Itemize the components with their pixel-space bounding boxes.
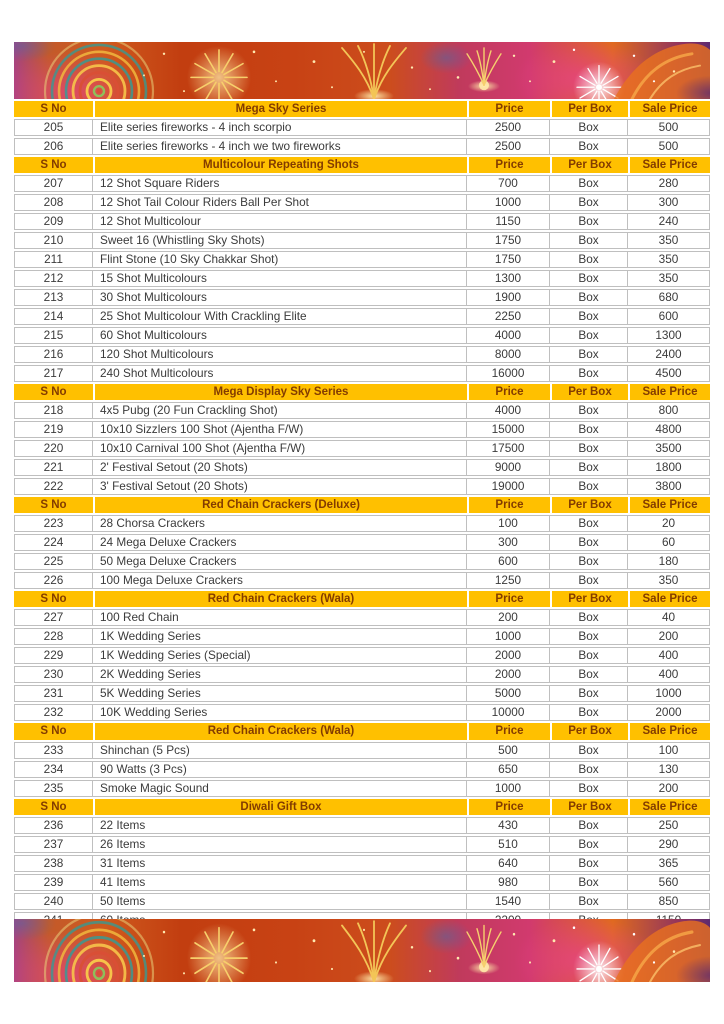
table-row (14, 666, 710, 683)
item-name-cell: 2' Festival Setout (20 Shots) (93, 459, 467, 476)
sale-price-cell: 600 (628, 308, 710, 325)
table-row (14, 704, 710, 721)
per-box-cell: Box (550, 534, 628, 551)
sno-cell: 215 (14, 327, 93, 344)
sale-price-cell: 250 (628, 817, 710, 834)
price-cell: 2500 (467, 138, 550, 155)
sno-cell: 206 (14, 138, 93, 155)
item-name-cell: 15 Shot Multicolours (93, 270, 467, 287)
sno-cell: 227 (14, 609, 93, 626)
fireworks-banner-top (14, 42, 710, 99)
table-row (14, 289, 710, 306)
sno-cell: 210 (14, 232, 93, 249)
item-name-cell: 90 Watts (3 Pcs) (93, 761, 467, 778)
per-box-header-cell: Per Box (550, 384, 628, 400)
price-cell: 15000 (467, 421, 550, 438)
sno-cell: 234 (14, 761, 93, 778)
price-cell: 2000 (467, 647, 550, 664)
sno-cell: 236 (14, 817, 93, 834)
sale-price-cell: 100 (628, 742, 710, 759)
table-row (14, 685, 710, 702)
per-box-cell: Box (550, 213, 628, 230)
price-cell: 16000 (467, 365, 550, 382)
table-row (14, 817, 710, 834)
table-row (14, 855, 710, 872)
table-row (14, 609, 710, 626)
sale-price-cell: 240 (628, 213, 710, 230)
price-cell: 10000 (467, 704, 550, 721)
sale-price-cell: 4500 (628, 365, 710, 382)
sale-price-header-cell: Sale Price (628, 384, 710, 400)
sno-header-cell: S No (14, 591, 93, 607)
item-name-cell: 24 Mega Deluxe Crackers (93, 534, 467, 551)
sno-cell: 205 (14, 119, 93, 136)
price-header-cell: Price (467, 591, 550, 607)
per-box-cell: Box (550, 459, 628, 476)
sale-price-cell: 60 (628, 534, 710, 551)
sno-cell: 221 (14, 459, 93, 476)
price-cell: 1540 (467, 893, 550, 910)
item-name-cell: 12 Shot Tail Colour Riders Ball Per Shot (93, 194, 467, 211)
per-box-cell: Box (550, 855, 628, 872)
item-name-cell: 12 Shot Square Riders (93, 175, 467, 192)
sale-price-header-cell: Sale Price (628, 799, 710, 815)
sno-header-cell: S No (14, 101, 93, 117)
per-box-header-cell: Per Box (550, 799, 628, 815)
item-name-cell: 100 Mega Deluxe Crackers (93, 572, 467, 589)
sno-cell: 228 (14, 628, 93, 645)
item-name-cell: 26 Items (93, 836, 467, 853)
per-box-header-cell: Per Box (550, 497, 628, 513)
section-header-row (14, 497, 710, 513)
sale-price-cell: 350 (628, 232, 710, 249)
per-box-cell: Box (550, 704, 628, 721)
sale-price-cell: 130 (628, 761, 710, 778)
sno-cell: 212 (14, 270, 93, 287)
section-header-row (14, 157, 710, 173)
sno-header-cell: S No (14, 157, 93, 173)
per-box-cell: Box (550, 194, 628, 211)
item-name-cell: 50 Mega Deluxe Crackers (93, 553, 467, 570)
table-row (14, 270, 710, 287)
table-row (14, 194, 710, 211)
price-header-cell: Price (467, 497, 550, 513)
sale-price-cell: 180 (628, 553, 710, 570)
sno-cell: 214 (14, 308, 93, 325)
sno-cell: 238 (14, 855, 93, 872)
table-row (14, 515, 710, 532)
sno-cell: 211 (14, 251, 93, 268)
per-box-cell: Box (550, 402, 628, 419)
sale-price-cell: 800 (628, 402, 710, 419)
per-box-header-cell: Per Box (550, 591, 628, 607)
per-box-header-cell: Per Box (550, 101, 628, 117)
per-box-cell: Box (550, 666, 628, 683)
sale-price-header-cell: Sale Price (628, 591, 710, 607)
price-cell: 510 (467, 836, 550, 853)
section-header-row (14, 799, 710, 815)
sno-cell: 239 (14, 874, 93, 891)
sale-price-cell: 200 (628, 780, 710, 797)
item-name-cell: 10x10 Sizzlers 100 Shot (Ajentha F/W) (93, 421, 467, 438)
per-box-cell: Box (550, 685, 628, 702)
per-box-cell: Box (550, 515, 628, 532)
sale-price-cell: 850 (628, 893, 710, 910)
per-box-cell: Box (550, 780, 628, 797)
price-cell: 700 (467, 175, 550, 192)
sno-cell: 208 (14, 194, 93, 211)
sno-cell: 216 (14, 346, 93, 363)
per-box-cell: Box (550, 346, 628, 363)
per-box-header-cell: Per Box (550, 723, 628, 739)
item-name-cell: 25 Shot Multicolour With Crackling Elite (93, 308, 467, 325)
sale-price-cell: 2400 (628, 346, 710, 363)
sale-price-cell: 4800 (628, 421, 710, 438)
sno-cell: 217 (14, 365, 93, 382)
sale-price-cell: 200 (628, 628, 710, 645)
item-name-cell: 22 Items (93, 817, 467, 834)
per-box-cell: Box (550, 572, 628, 589)
sale-price-cell: 290 (628, 836, 710, 853)
price-cell: 1750 (467, 232, 550, 249)
item-name-cell: 28 Chorsa Crackers (93, 515, 467, 532)
section-title-cell: Red Chain Crackers (Wala) (93, 723, 467, 739)
table-row (14, 119, 710, 136)
price-cell: 1750 (467, 251, 550, 268)
item-name-cell: 50 Items (93, 893, 467, 910)
price-cell: 640 (467, 855, 550, 872)
table-row (14, 534, 710, 551)
item-name-cell: Sweet 16 (Whistling Sky Shots) (93, 232, 467, 249)
sno-cell: 220 (14, 440, 93, 457)
sale-price-cell: 350 (628, 270, 710, 287)
per-box-cell: Box (550, 893, 628, 910)
table-row (14, 175, 710, 192)
price-cell: 1000 (467, 628, 550, 645)
sale-price-cell: 365 (628, 855, 710, 872)
table-row (14, 780, 710, 797)
sale-price-cell: 500 (628, 119, 710, 136)
section-title-cell: Mega Sky Series (93, 101, 467, 117)
section-title-cell: Diwali Gift Box (93, 799, 467, 815)
table-row (14, 874, 710, 891)
per-box-cell: Box (550, 327, 628, 344)
table-row (14, 232, 710, 249)
per-box-cell: Box (550, 874, 628, 891)
table-row (14, 327, 710, 344)
price-cell: 600 (467, 553, 550, 570)
section-header-row (14, 384, 710, 400)
price-cell: 500 (467, 742, 550, 759)
item-name-cell: 100 Red Chain (93, 609, 467, 626)
table-row (14, 647, 710, 664)
sno-cell: 232 (14, 704, 93, 721)
item-name-cell: Elite series fireworks - 4 inch we two fireworks (93, 138, 467, 155)
sale-price-header-cell: Sale Price (628, 157, 710, 173)
sno-cell: 226 (14, 572, 93, 589)
table-row (14, 365, 710, 382)
sno-cell: 219 (14, 421, 93, 438)
price-cell: 430 (467, 817, 550, 834)
price-cell: 2000 (467, 666, 550, 683)
per-box-cell: Box (550, 119, 628, 136)
section-title-cell: Mega Display Sky Series (93, 384, 467, 400)
per-box-cell: Box (550, 440, 628, 457)
item-name-cell: 1K Wedding Series (Special) (93, 647, 467, 664)
sale-price-header-cell: Sale Price (628, 101, 710, 117)
section-header-row (14, 591, 710, 607)
price-cell: 1000 (467, 780, 550, 797)
table-row (14, 251, 710, 268)
price-table-body (14, 101, 710, 948)
per-box-cell: Box (550, 836, 628, 853)
sno-cell: 209 (14, 213, 93, 230)
item-name-cell: 31 Items (93, 855, 467, 872)
section-header-row (14, 101, 710, 117)
price-cell: 2250 (467, 308, 550, 325)
table-row (14, 308, 710, 325)
price-cell: 19000 (467, 478, 550, 495)
table-row (14, 213, 710, 230)
price-header-cell: Price (467, 101, 550, 117)
sale-price-cell: 3500 (628, 440, 710, 457)
item-name-cell: Shinchan (5 Pcs) (93, 742, 467, 759)
price-cell: 1150 (467, 213, 550, 230)
per-box-cell: Box (550, 817, 628, 834)
item-name-cell: 30 Shot Multicolours (93, 289, 467, 306)
table-row (14, 836, 710, 853)
price-cell: 4000 (467, 327, 550, 344)
price-cell: 200 (467, 609, 550, 626)
per-box-cell: Box (550, 270, 628, 287)
per-box-cell: Box (550, 609, 628, 626)
item-name-cell: 3' Festival Setout (20 Shots) (93, 478, 467, 495)
per-box-cell: Box (550, 421, 628, 438)
table-row (14, 402, 710, 419)
sno-cell: 231 (14, 685, 93, 702)
price-cell: 1300 (467, 270, 550, 287)
sno-cell: 224 (14, 534, 93, 551)
section-header-row (14, 723, 710, 739)
per-box-cell: Box (550, 628, 628, 645)
per-box-cell: Box (550, 553, 628, 570)
sale-price-cell: 400 (628, 647, 710, 664)
table-row (14, 478, 710, 495)
sale-price-cell: 300 (628, 194, 710, 211)
sno-cell: 222 (14, 478, 93, 495)
price-cell: 8000 (467, 346, 550, 363)
item-name-cell: 2K Wedding Series (93, 666, 467, 683)
per-box-cell: Box (550, 232, 628, 249)
price-header-cell: Price (467, 799, 550, 815)
sno-header-cell: S No (14, 799, 93, 815)
table-row (14, 893, 710, 910)
item-name-cell: 120 Shot Multicolours (93, 346, 467, 363)
item-name-cell: 10K Wedding Series (93, 704, 467, 721)
item-name-cell: 41 Items (93, 874, 467, 891)
item-name-cell: 10x10 Carnival 100 Shot (Ajentha F/W) (93, 440, 467, 457)
table-row (14, 628, 710, 645)
price-cell: 980 (467, 874, 550, 891)
item-name-cell: 4x5 Pubg (20 Fun Crackling Shot) (93, 402, 467, 419)
per-box-cell: Box (550, 308, 628, 325)
item-name-cell: 1K Wedding Series (93, 628, 467, 645)
table-row (14, 572, 710, 589)
sale-price-cell: 2000 (628, 704, 710, 721)
section-title-cell: Red Chain Crackers (Wala) (93, 591, 467, 607)
sno-cell: 218 (14, 402, 93, 419)
table-row (14, 138, 710, 155)
per-box-cell: Box (550, 175, 628, 192)
sale-price-cell: 560 (628, 874, 710, 891)
table-row (14, 346, 710, 363)
per-box-cell: Box (550, 251, 628, 268)
sale-price-cell: 40 (628, 609, 710, 626)
sno-cell: 229 (14, 647, 93, 664)
item-name-cell: 240 Shot Multicolours (93, 365, 467, 382)
per-box-cell: Box (550, 365, 628, 382)
sno-cell: 213 (14, 289, 93, 306)
table-row (14, 459, 710, 476)
price-cell: 100 (467, 515, 550, 532)
price-table (14, 99, 710, 950)
per-box-cell: Box (550, 478, 628, 495)
item-name-cell: 5K Wedding Series (93, 685, 467, 702)
per-box-header-cell: Per Box (550, 157, 628, 173)
sale-price-cell: 1800 (628, 459, 710, 476)
price-cell: 650 (467, 761, 550, 778)
sno-cell: 207 (14, 175, 93, 192)
table-row (14, 761, 710, 778)
sale-price-cell: 350 (628, 572, 710, 589)
sno-header-cell: S No (14, 497, 93, 513)
sno-cell: 225 (14, 553, 93, 570)
section-title-cell: Multicolour Repeating Shots (93, 157, 467, 173)
item-name-cell: Elite series fireworks - 4 inch scorpio (93, 119, 467, 136)
price-cell: 9000 (467, 459, 550, 476)
sno-header-cell: S No (14, 723, 93, 739)
sno-header-cell: S No (14, 384, 93, 400)
price-header-cell: Price (467, 723, 550, 739)
sale-price-cell: 500 (628, 138, 710, 155)
price-cell: 1000 (467, 194, 550, 211)
sale-price-cell: 3800 (628, 478, 710, 495)
price-cell: 2500 (467, 119, 550, 136)
price-cell: 5000 (467, 685, 550, 702)
sale-price-header-cell: Sale Price (628, 497, 710, 513)
price-cell: 17500 (467, 440, 550, 457)
item-name-cell: Flint Stone (10 Sky Chakkar Shot) (93, 251, 467, 268)
sno-cell: 230 (14, 666, 93, 683)
price-cell: 1900 (467, 289, 550, 306)
sno-cell: 237 (14, 836, 93, 853)
sale-price-cell: 1300 (628, 327, 710, 344)
table-row (14, 440, 710, 457)
sno-cell: 235 (14, 780, 93, 797)
price-header-cell: Price (467, 384, 550, 400)
sale-price-cell: 400 (628, 666, 710, 683)
item-name-cell: 60 Shot Multicolours (93, 327, 467, 344)
sale-price-cell: 280 (628, 175, 710, 192)
per-box-cell: Box (550, 647, 628, 664)
fireworks-banner-bottom (14, 919, 710, 982)
price-cell: 1250 (467, 572, 550, 589)
table-row (14, 742, 710, 759)
item-name-cell: Smoke Magic Sound (93, 780, 467, 797)
sno-cell: 240 (14, 893, 93, 910)
per-box-cell: Box (550, 761, 628, 778)
item-name-cell: 12 Shot Multicolour (93, 213, 467, 230)
sale-price-cell: 680 (628, 289, 710, 306)
section-title-cell: Red Chain Crackers (Deluxe) (93, 497, 467, 513)
sale-price-cell: 20 (628, 515, 710, 532)
price-cell: 4000 (467, 402, 550, 419)
table-row (14, 421, 710, 438)
per-box-cell: Box (550, 289, 628, 306)
price-header-cell: Price (467, 157, 550, 173)
per-box-cell: Box (550, 138, 628, 155)
sale-price-cell: 1000 (628, 685, 710, 702)
per-box-cell: Box (550, 742, 628, 759)
sale-price-header-cell: Sale Price (628, 723, 710, 739)
table-row (14, 553, 710, 570)
price-cell: 300 (467, 534, 550, 551)
sno-cell: 223 (14, 515, 93, 532)
sno-cell: 233 (14, 742, 93, 759)
sale-price-cell: 350 (628, 251, 710, 268)
